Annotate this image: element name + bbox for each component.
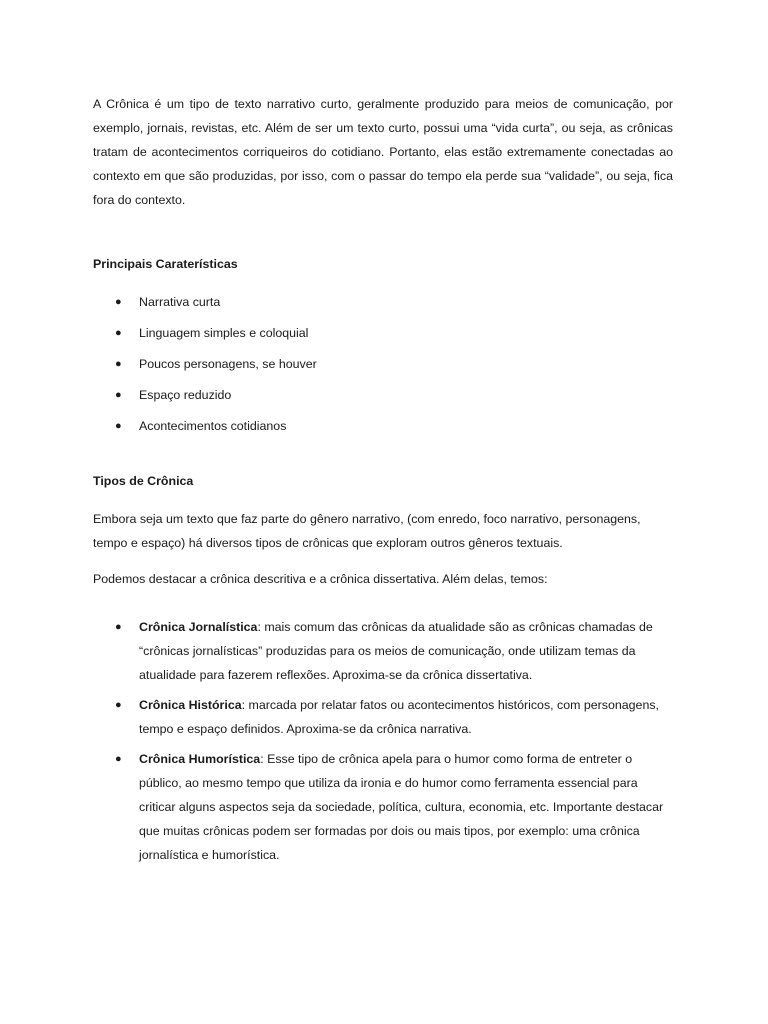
type-description: : marcada por relatar fatos ou acontecimentos históricos, com personagens, tempo e espaço definidos. Aproxima-se da crônica narrativa. [139,698,659,736]
list-item: ● Acontecimentos cotidianos [115,419,287,433]
characteristics-list [93,293,673,448]
list-item [93,693,673,741]
type-description: : Esse tipo de crônica apela para o humor como forma de entreter o público, ao mesmo tempo que utiliza da ironia e do humor como ferramenta essencial para criticar alguns aspectos seja da sociedade, política, cultura, economia, etc. Importante destacar que muitas crônicas podem ser formadas por dois ou mais tipos, por exemplo: uma crônica jornalística e humorística. [139,752,664,862]
types-summary-paragraph: Podemos destacar a crônica descritiva e a crônica dissertativa. Além delas, temos: [93,572,548,586]
type-title: Crônica Humorística [139,752,261,766]
list-item: ● Narrativa curta [115,295,221,309]
bullet-icon: ● [115,327,122,339]
list-item: ● Linguagem simples e coloquial [115,326,309,340]
list-item [93,747,673,867]
bullet-icon: ● [115,358,122,370]
types-intro-paragraph: Embora seja um texto que faz parte do gênero narrativo, (com enredo, foco narrativo, personagens, tempo e espaço) há diversos tipos de crônicas que exploram outros gêneros textuais. [93,512,641,550]
list-item [93,615,673,687]
bullet-icon: ● [115,389,122,401]
section-heading-characteristics: Principais Caraterísticas [93,257,238,271]
bullet-icon: ● [115,621,122,633]
section-heading-types: Tipos de Crônica [93,474,194,488]
type-title: Crônica Histórica [139,698,242,712]
types-list [93,615,673,867]
list-item: ● Espaço reduzido [115,388,232,402]
list-item: ● Poucos personagens, se houver [115,357,317,371]
type-title: Crônica Jornalística [139,620,258,634]
document-page [93,92,673,873]
bullet-icon: ● [115,699,122,711]
type-description: : mais comum das crônicas da atualidade são as crônicas chamadas de “crônicas jornalísticas” produzidas para os meios de comunicação, onde utilizam temas da atualidade para fazerem reflexões. Aproxima-se da crônica dissertativa. [139,620,653,682]
bullet-icon: ● [115,753,122,765]
intro-paragraph: A Crônica é um tipo de texto narrativo curto, geralmente produzido para meios de comunicação, por exemplo, jornais, revistas, etc. Além de ser um texto curto, possui uma “vida curta”, ou seja, as crônicas tratam de acontecimentos corriqueiros do cotidiano. Portanto, elas estão extremamente conectadas ao contexto em que são produzidas, por isso, com o passar do tempo ela perde sua “validade”, ou seja, fica fora do contexto. [93,97,673,207]
bullet-icon: ● [115,296,122,308]
bullet-icon: ● [115,420,122,432]
